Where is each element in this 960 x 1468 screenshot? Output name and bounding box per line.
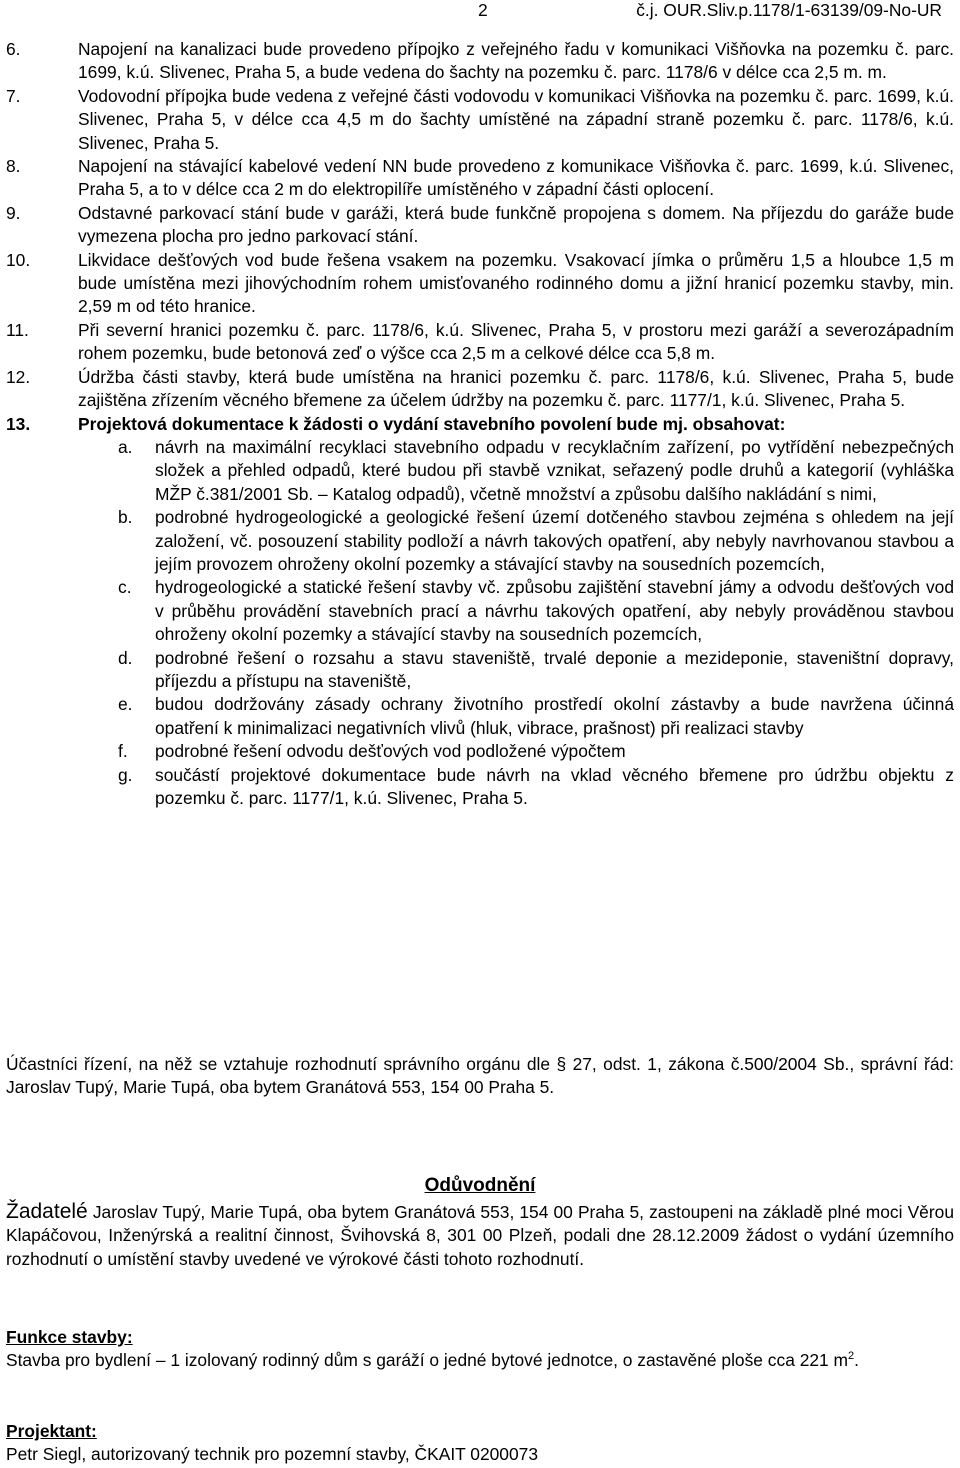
function-section <box>6 1326 954 1373</box>
item-text: Údržba části stavby, která bude umístěna na hranici pozemku č. parc. 1178/6, k.ú. Slivenec, Praha 5, bude zajištěna zřízením věcného břemene za účelem údržby na pozemku č. parc. 1177/1, k.ú. Slivenec, Praha 5. <box>78 366 954 411</box>
subitem <box>118 740 954 763</box>
item-text: Napojení na stávající kabelové vedení NN bude provedeno z komunikace Višňovka č. parc. 1699, k.ú. Slivenec, Praha 5, a to v délce cca 2 m do elektropilíře umístěného v západní části oplocení. <box>78 156 954 200</box>
subitem-text: podrobné hydrogeologické a geologické řešení území dotčeného stavbou zejména s ohledem na její založení, vč. posouzení stability podloží a návrh takových opatření, aby nebyly navrhovanou stavbou a jejím provozem ohroženy okolní pozemky a stávající stavby na sousedních pozemcích, <box>155 507 954 574</box>
item-number: 6. <box>6 39 21 59</box>
function-text <box>6 1349 954 1372</box>
subitem-text: budou dodržovány zásady ochrany životního prostředí okolní zástavby a bude navržena účinná opatření k minimalizaci negativních vlivů (hluk, vibrace, prašnost) při realizaci stavby <box>155 694 954 738</box>
function-text-end: . <box>854 1350 859 1371</box>
subitem <box>118 647 954 694</box>
item-text: Likvidace dešťových vod bude řešena vsakem na pozemku. Vsakovací jímka o průměru 1,5 a hloubce 1,5 m bude umístěna mezi jihovýchodním rohem umisťovaného rodinného domu a jižní hranicí pozemku stavby, min. 2,59 m od této hranice. <box>78 249 954 317</box>
conditions-list <box>6 38 954 810</box>
subitem-letter: f. <box>118 741 128 762</box>
list-item <box>6 155 954 202</box>
reasoning-text: Jaroslav Tupý, Marie Tupá, oba bytem Granátová 553, 154 00 Praha 5, zastoupeni na základě plné moci Věrou Klapáčovou, Inženýrská a realitní činnost, Švihovská 8, 301 00 Plzeň, podali dne 28.12.2009 žádost o vydání územního rozhodnutí o umístění stavby uvedené ve výrokové části tohoto rozhodnutí. <box>6 1202 954 1269</box>
designer-heading: Projektant: <box>6 1421 97 1441</box>
list-item <box>6 249 954 319</box>
applicants-label: Žadatelé <box>6 1200 88 1223</box>
designer-text: Petr Siegl, autorizovaný technik pro pozemní stavby, ČKAIT 0200073 <box>6 1444 538 1465</box>
subitem <box>118 576 954 646</box>
designer-section <box>6 1420 954 1467</box>
list-item <box>6 366 954 413</box>
list-item <box>6 38 954 85</box>
subitem <box>118 506 954 576</box>
list-item <box>6 85 954 155</box>
reasoning-title <box>6 1174 954 1197</box>
function-heading: Funkce stavby: <box>6 1327 133 1347</box>
item-number: 10. <box>6 249 31 270</box>
subitem <box>118 764 954 811</box>
item-number: 9. <box>6 202 21 223</box>
subitem-letter: b. <box>118 507 133 528</box>
list-item <box>6 202 954 249</box>
subitem-text: součástí projektové dokumentace bude návrh na vklad věcného břemene pro údržbu objektu z pozemku č. parc. 1177/1, k.ú. Slivenec, Praha 5. <box>155 764 954 808</box>
list-item-13 <box>6 413 954 436</box>
reasoning-title-text: Odůvodnění <box>424 1175 536 1196</box>
item-number: 12. <box>6 366 31 387</box>
subitem-letter: g. <box>118 764 133 785</box>
subitem-letter: e. <box>118 694 133 715</box>
subitem <box>118 693 954 740</box>
item-number: 7. <box>6 85 21 106</box>
list-item <box>6 319 954 366</box>
subitem-letter: c. <box>118 577 132 598</box>
reasoning-paragraph <box>6 1200 954 1271</box>
subitem-text: podrobné řešení o rozsahu a stavu staveniště, trvalé deponie a mezideponie, staveništní dopravy, příjezdu a přístupu na staveniště, <box>155 647 954 691</box>
item-number: 11. <box>6 319 29 340</box>
superscript: 2 <box>848 1350 855 1363</box>
subitem <box>118 436 954 506</box>
item-text: Vodovodní přípojka bude vedena z veřejné části vodovodu v komunikaci Višňovka na pozemku č. parc. 1699, k.ú. Slivenec, Praha 5, v délce cca 4,5 m do šachty umístěné na západní straně pozemku č. parc. 1178/6, k.ú. Slivenec, Praha 5. <box>78 85 954 153</box>
subitem-letter: a. <box>118 436 133 457</box>
item-text: Odstavné parkovací stání bude v garáži, která bude funkčně propojena s domem. Na příjezdu do garáže bude vymezena plocha pro jedno parkovací stání. <box>78 202 954 247</box>
subitem-text: hydrogeologické a statické řešení stavby vč. způsobu zajištění stavební jámy a odvodu dešťových vod v průběhu provádění stavebních prací a návrhu takových opatření, aby nebyly prováděnou stavbou ohroženy okolní pozemky a stávající stavby na sousedních pozemcích, <box>155 577 954 645</box>
page-number: 2 <box>478 0 488 20</box>
subitem-text: návrh na maximální recyklaci stavebního odpadu v recyklačním zařízení, po vytřídění nebezpečných složek a přehled odpadů, které budou při stavbě vznikat, seřazený podle druhů a kategorií (vyhláška MŽP č.381/2001 Sb. – Katalog odpadů), včetně množství a způsobu dalšího nakládání s nimi, <box>155 436 954 504</box>
subitem-letter: d. <box>118 647 133 668</box>
function-text-body: Stavba pro bydlení – 1 izolovaný rodinný dům s garáží o jedné bytové jednotce, o zastavěné ploše cca 221 m <box>6 1350 849 1371</box>
item-number: 8. <box>6 156 21 177</box>
document-reference: č.j. OUR.Sliv.p.1178/1-63139/09-No-UR <box>636 0 942 20</box>
participants-paragraph: Účastníci řízení, na něž se vztahuje rozhodnutí správního orgánu dle § 27, odst. 1, zákona č.500/2004 Sb., správní řád: Jaroslav Tupý, Marie Tupá, oba bytem Granátová 553, 154 00 Praha 5. <box>6 1054 954 1098</box>
item-number: 13. <box>6 413 31 434</box>
item-text: Při severní hranici pozemku č. parc. 1178/6, k.ú. Slivenec, Praha 5, v prostoru mezi garáží a severozápadním rohem pozemku, bude betonová zeď o výšce cca 2,5 m a celkové délce cca 5,8 m. <box>78 319 954 364</box>
item-text: Napojení na kanalizaci bude provedeno přípojko z veřejného řadu v komunikaci Višňovka na pozemku č. parc. 1699, k.ú. Slivenec, Praha 5, a bude vedena do šachty na pozemku č. parc. 1178/6 v délce cca 2,5 m. m. <box>78 39 954 83</box>
item-text: Projektová dokumentace k žádosti o vydání stavebního povolení bude mj. obsahovat: <box>78 413 786 434</box>
subitem-text: podrobné řešení odvodu dešťových vod podložené výpočtem <box>155 741 626 762</box>
